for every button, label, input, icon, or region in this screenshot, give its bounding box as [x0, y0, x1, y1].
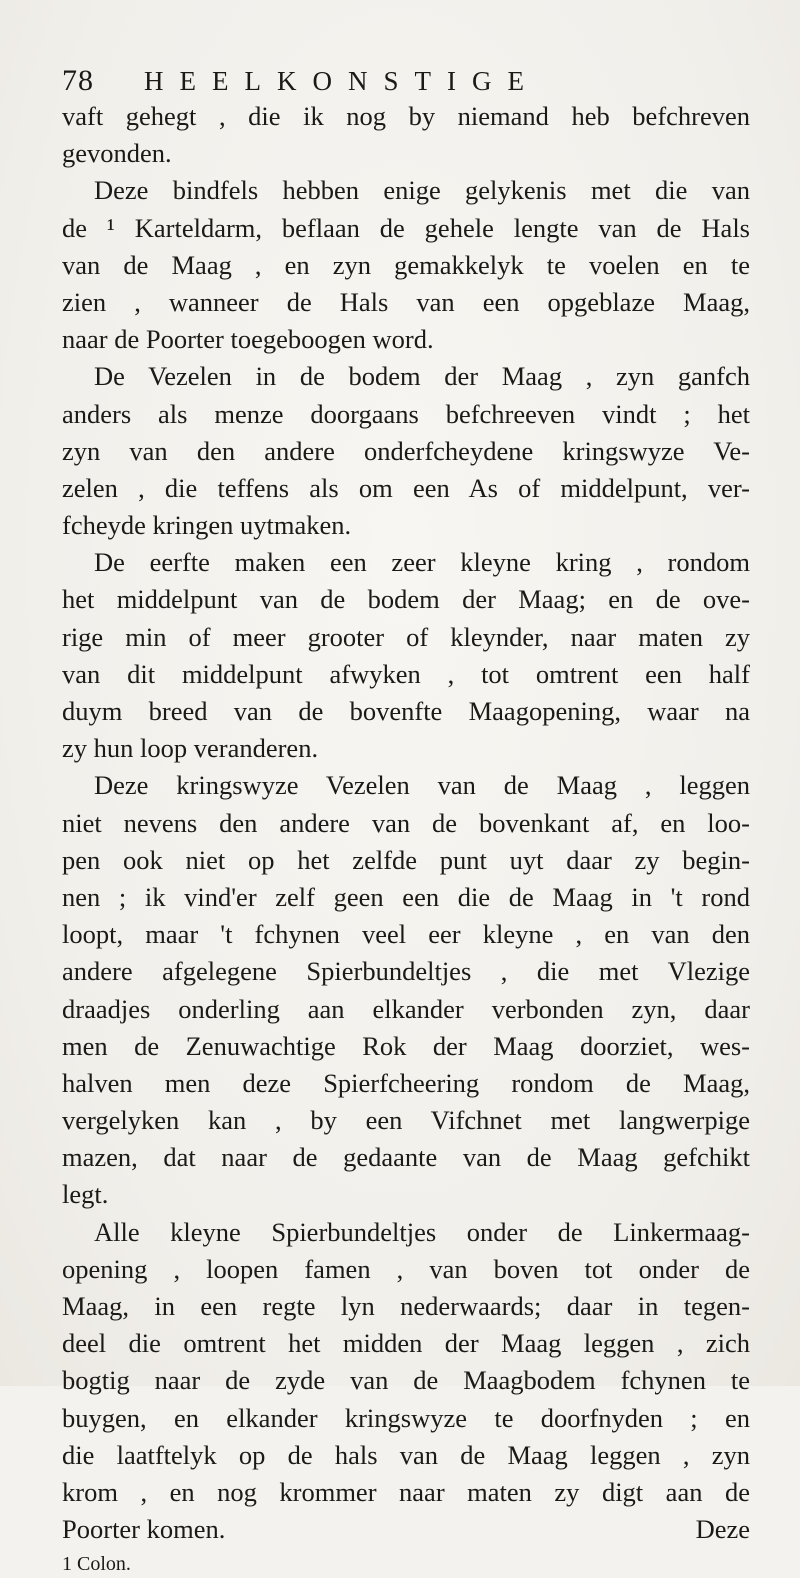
text-line: rige min of meer grooter of kleynder, naar maten zy — [62, 621, 750, 652]
page-number: 78 — [62, 64, 94, 97]
text-line: legt. — [62, 1179, 109, 1210]
last-line-row — [62, 1511, 750, 1548]
text-line: mazen, dat naar de gedaante van de Maag gefchikt — [62, 1142, 750, 1173]
text-line: vergelyken kan , by een Vifchnet met langwerpige — [62, 1105, 750, 1136]
text-line: draadjes onderling aan elkander verbonden zyn, daar — [62, 993, 750, 1024]
text-line: die laatftelyk op de hals van de Maag leggen , zyn — [62, 1439, 750, 1470]
running-head: HEELKONSTIGE — [144, 66, 540, 96]
footnote: 1 Colon. — [62, 1553, 131, 1576]
text-line: van dit middelpunt afwyken , tot omtrent een half — [62, 658, 750, 689]
text-line: de ¹ Karteldarm, beflaan de gehele lengte van de Hals — [62, 212, 750, 243]
last-line: Poorter komen. — [62, 1514, 226, 1545]
body-text — [62, 98, 750, 1578]
text-line: zelen , die teffens als om een As of middelpunt, ver- — [62, 472, 750, 503]
text-line: opening , loopen famen , van boven tot onder de — [62, 1253, 750, 1284]
text-line: buygen, en elkander kringswyze te doorfnyden ; en — [62, 1402, 750, 1433]
paragraph-start-line: De eerfte maken een zeer kleyne kring , rondom — [94, 547, 750, 578]
text-line: niet nevens den andere van de bovenkant af, en loo- — [62, 807, 750, 838]
text-line: zien , wanneer de Hals van een opgeblaze Maag, — [62, 286, 750, 317]
text-line: Maag, in een regte lyn nederwaards; daar in tegen- — [62, 1291, 750, 1321]
text-line: krom , en nog krommer naar maten zy digt aan de — [62, 1476, 750, 1507]
text-line: men de Zenuwachtige Rok der Maag doorziet, wes- — [62, 1030, 750, 1061]
text-line: gevonden. — [62, 138, 172, 169]
text-line: van de Maag , en zyn gemakkelyk te voelen en te — [62, 249, 750, 280]
text-line: zyn van den andere onderfcheydene kringswyze Ve- — [62, 435, 750, 466]
text-line: bogtig naar de zyde van de Maagbodem fchynen te — [62, 1365, 750, 1396]
paragraph-start-line: Deze kringswyze Vezelen van de Maag , leggen — [94, 770, 750, 801]
catchword: Deze — [695, 1514, 750, 1545]
text-line: zy hun loop veranderen. — [62, 733, 319, 764]
text-line: fcheyde kringen uytmaken. — [62, 510, 352, 541]
paragraph-start-line: Alle kleyne Spierbundeltjes onder de Linkermaag- — [94, 1216, 750, 1247]
text-line: pen ook niet op het zelfde punt uyt daar zy begin- — [62, 844, 750, 875]
text-line: nen ; ik vind'er zelf geen een die de Maag in 't rond — [62, 881, 750, 912]
text-line: halven men deze Spierfcheering rondom de Maag, — [62, 1067, 750, 1098]
text-line: naar de Poorter toegeboogen word. — [62, 324, 434, 355]
text-line: anders als menze doorgaans befchreeven vindt ; het — [62, 398, 750, 429]
text-line: loopt, maar 't fchynen veel eer kleyne , en van den — [62, 919, 750, 950]
text-line: deel die omtrent het midden der Maag leggen , zich — [62, 1328, 750, 1359]
text-line: vaft gehegt , die ik nog by niemand heb befchreven — [62, 101, 750, 131]
text-line: andere afgelegene Spierbundeltjes , die met Vlezige — [62, 956, 750, 987]
paragraph-start-line: De Vezelen in de bodem der Maag , zyn ganfch — [94, 361, 750, 392]
paragraph-start-line: Deze bindfels hebben enige gelykenis met die van — [94, 175, 750, 206]
text-line: duym breed van de bovenfte Maagopening, waar na — [62, 696, 750, 726]
text-line: het middelpunt van de bodem der Maag; en de ove- — [62, 584, 750, 615]
